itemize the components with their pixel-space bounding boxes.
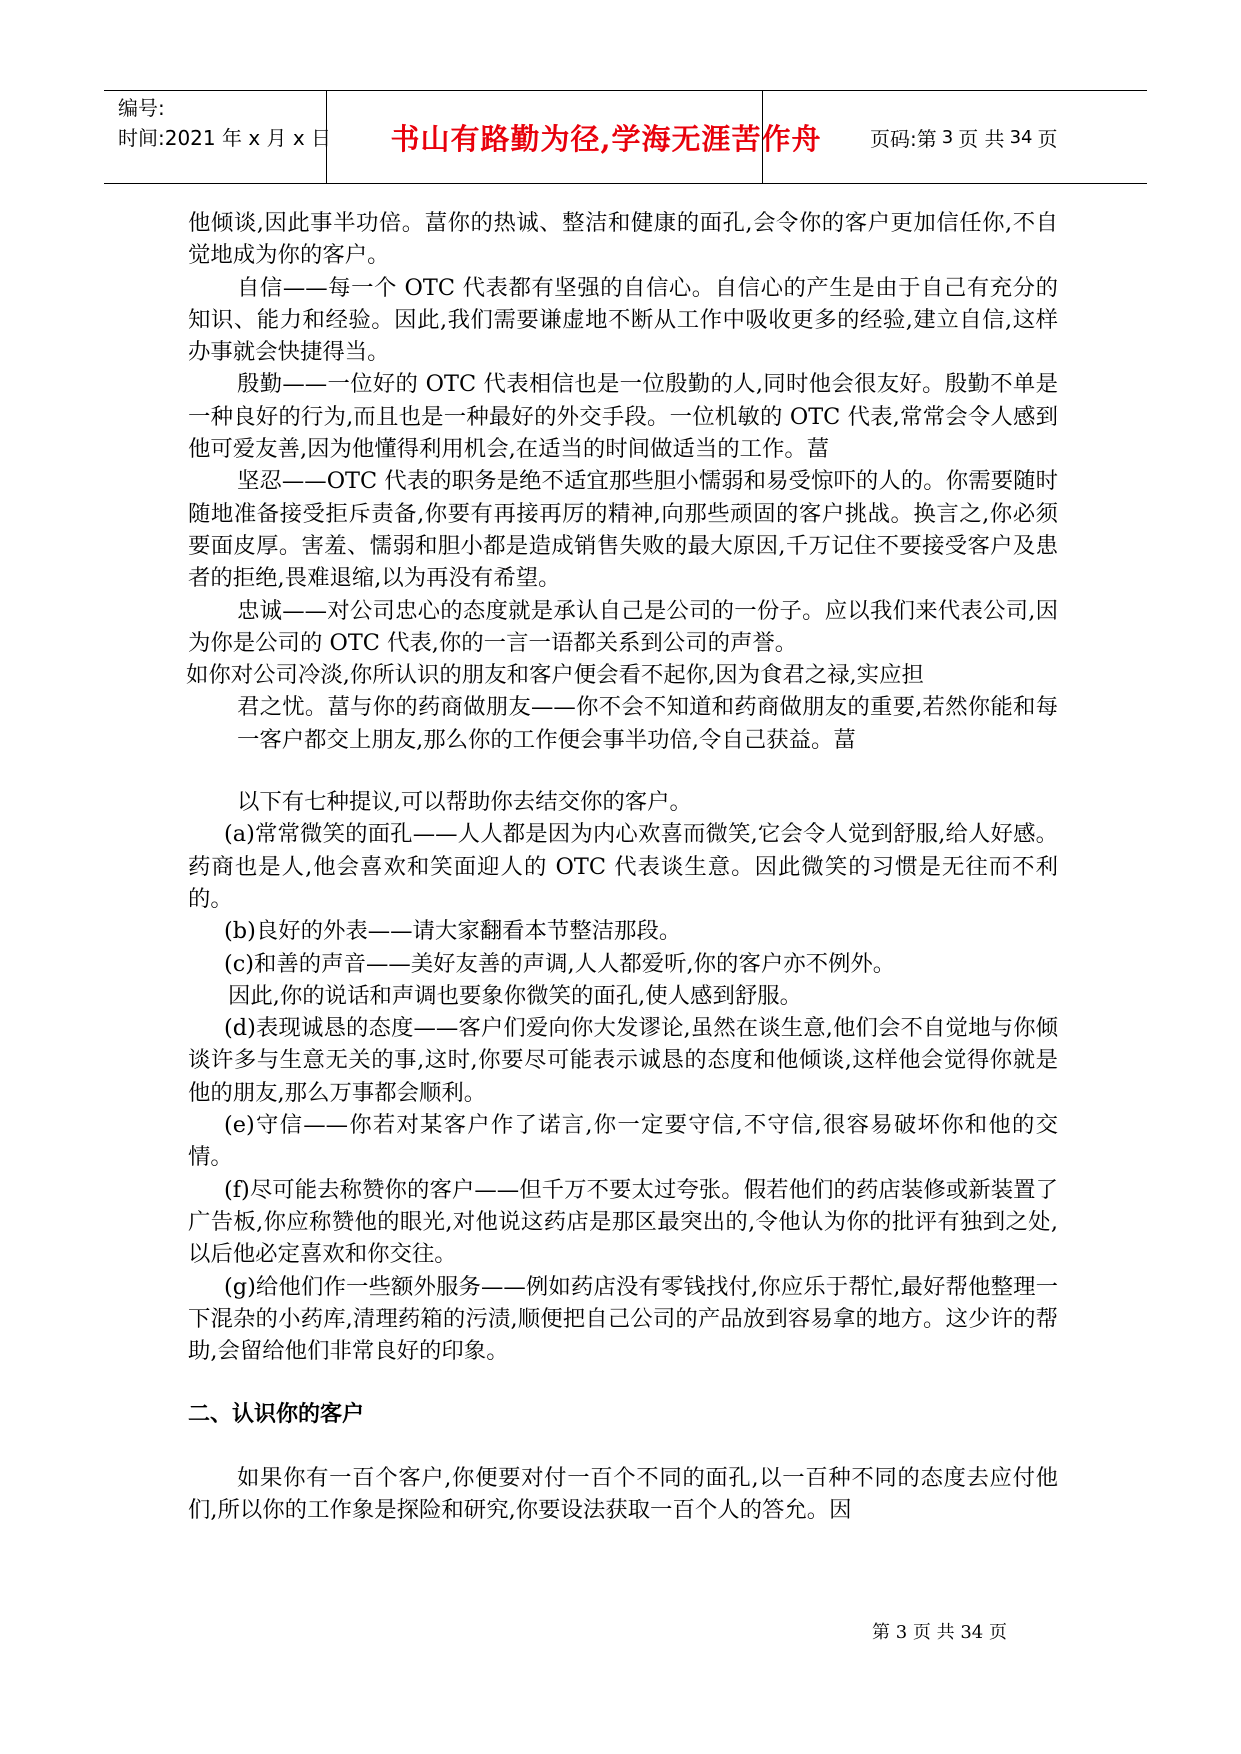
section-heading: 二、认识你的客户 [188, 1402, 365, 1428]
list-item: (f)尽可能去称赞你的客户——但千万不要太过夸张。假若他们的药店装修或新装置了广告板,你应称赞他的眼光,对他说这药店是那区最突出的,令他认为你的批评有独到之处,以后他必定喜欢和你交往。 [188, 1176, 1058, 1268]
paragraph: 殷勤——一位好的 OTC 代表相信也是一位殷勤的人,同时他会很友好。殷勤不单是一种良好的行为,而且也是一种最好的外交手段。一位机敏的 OTC 代表,常常会令人感到他可爱友善,因为他懂得利用机会,在适当的时间做适当的工作。葍 [188, 371, 1058, 463]
document-body [188, 207, 1058, 1526]
list-item: (e)守信——你若对某客户作了诺言,你一定要守信,不守信,很容易破坏你和他的交情。 [188, 1112, 1058, 1171]
page-mid: 页 共 [958, 126, 1005, 151]
header-divider-2 [762, 91, 763, 183]
header-table [104, 90, 1147, 184]
paragraph: 自信——每一个 OTC 代表都有坚强的自信心。自信心的产生是由于自己有充分的知识、能力和经验。因此,我们需要谦虚地不断从工作中吸收更多的经验,建立自信,这样办事就会快捷得当。 [188, 274, 1058, 366]
header-left-cell [118, 93, 368, 153]
list-item: (d)表现诚恳的态度——客户们爱向你大发谬论,虽然在谈生意,他们会不自觉地与你倾谈许多与生意无关的事,这时,你要尽可能表示诚恳的态度和他倾谈,这样他会觉得你就是他的朋友,那么万事都会顺利。 [188, 1015, 1058, 1106]
page-suffix: 页 [1037, 126, 1058, 151]
page-number: 3 [941, 126, 954, 148]
document-number-label: 编号: [118, 96, 165, 120]
paragraph: 他倾谈,因此事半功倍。葍你的热诚、整洁和健康的面孔,会令你的客户更加信任你,不自觉地成为你的客户。 [188, 210, 1058, 269]
document-time-label: 时间:2021 年 x 月 x 日 [118, 126, 332, 150]
paragraph: 如你对公司冷淡,你所认识的朋友和客户便会看不起你,因为食君之禄,实应担 [186, 662, 924, 689]
paragraph: 君之忧。葍与你的药商做朋友——你不会不知道和药商做朋友的重要,若然你能和每一客户都交上朋友,那么你的工作便会事半功倍,令自己获益。葍 [237, 694, 1058, 753]
paragraph: 忠诚——对公司忠心的态度就是承认自己是公司的一份子。应以我们来代表公司,因为你是公司的 OTC 代表,你的一言一语都关系到公司的声誉。 [188, 597, 1058, 656]
page-prefix: 页码:第 [870, 126, 937, 151]
list-item: (c)和善的声音——美好友善的声调,人人都爱听,你的客户亦不例外。 [224, 950, 896, 977]
page-total: 34 [1009, 126, 1033, 148]
header-page-info [870, 91, 1057, 183]
paragraph: 以下有七种提议,可以帮助你去结交你的客户。 [237, 789, 692, 816]
page-footer: 第 3 页 共 34 页 [872, 1622, 1007, 1643]
list-item: (g)给他们作一些额外服务——例如药店没有零钱找付,你应乐于帮忙,最好帮他整理一下混杂的小药库,清理药箱的污渍,顺便把自己公司的产品放到容易拿的地方。这少许的帮助,会留给他们非常良好的印象。 [188, 1273, 1058, 1365]
list-item: (b)良好的外表——请大家翻看本节整洁那段。 [224, 918, 682, 945]
list-item: (a)常常微笑的面孔——人人都是因为内心欢喜而微笑,它会令人觉到舒服,给人好感。药商也是人,他会喜欢和笑面迎人的 OTC 代表谈生意。因此微笑的习惯是无往而不利的。 [188, 821, 1058, 912]
paragraph: 坚忍——OTC 代表的职务是绝不适宜那些胆小懦弱和易受惊吓的人的。你需要随时随地准备接受拒斥责备,你要有再接再厉的精神,向那些顽固的客户挑战。换言之,你必须要面皮厚。害羞、懦弱和胆小都是造成销售失败的最大原因,千万记住不要接受客户及患者的拒绝,畏难退缩,以为再没有希望。 [188, 468, 1058, 592]
list-item: 因此,你的说话和声调也要象你微笑的面孔,使人感到舒服。 [228, 982, 802, 1009]
header-divider-1 [326, 91, 327, 183]
header-motto: 书山有路勤为径,学海无涯苦作舟 [390, 121, 822, 156]
paragraph: 如果你有一百个客户,你便要对付一百个不同的面孔,以一百种不同的态度去应付他们,所以你的工作象是探险和研究,你要设法获取一百个人的答允。因 [188, 1464, 1058, 1523]
